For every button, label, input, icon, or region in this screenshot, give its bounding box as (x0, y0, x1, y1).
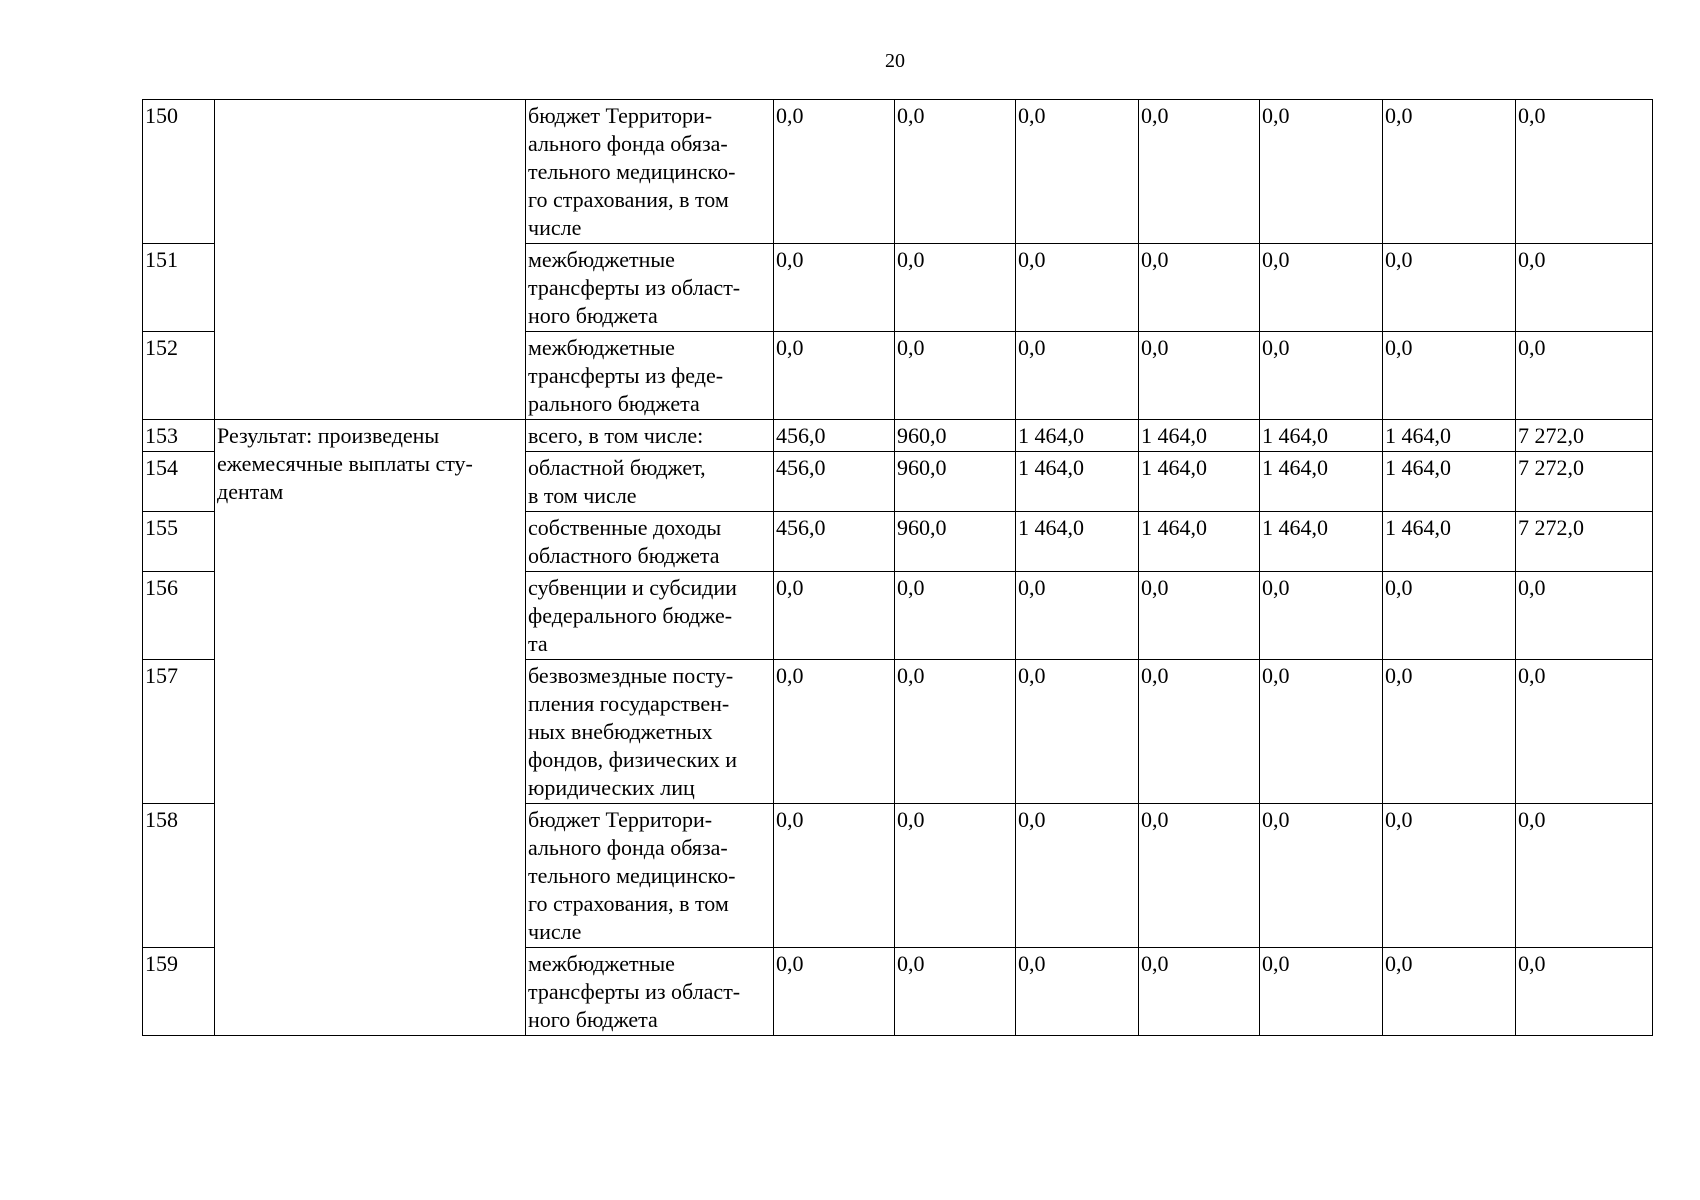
year-value: 0,0 (1139, 572, 1260, 660)
table-row (143, 420, 1653, 452)
year-value: 0,0 (1383, 804, 1516, 948)
year-value: 0,0 (1016, 660, 1139, 804)
year-value: 0,0 (1260, 804, 1383, 948)
year-value: 0,0 (1139, 332, 1260, 420)
year-value: 1 464,0 (1383, 452, 1516, 512)
total-value: 0,0 (1516, 572, 1653, 660)
funding-source-label: собственные доходы областного бюджета (528, 515, 722, 568)
funding-source (526, 332, 774, 420)
year-value: 0,0 (1260, 572, 1383, 660)
year-value: 0,0 (1260, 660, 1383, 804)
year-value: 0,0 (1016, 804, 1139, 948)
year-value: 0,0 (1139, 244, 1260, 332)
total-value: 7 272,0 (1516, 512, 1653, 572)
row-number: 157 (143, 660, 215, 804)
year-value: 0,0 (774, 100, 895, 244)
year-value: 0,0 (1016, 332, 1139, 420)
year-value: 1 464,0 (1383, 512, 1516, 572)
year-value: 0,0 (1139, 100, 1260, 244)
funding-source (526, 660, 774, 804)
year-value: 0,0 (895, 332, 1016, 420)
page-number: 20 (885, 50, 905, 72)
year-value: 1 464,0 (1260, 452, 1383, 512)
year-value: 0,0 (1383, 948, 1516, 1036)
funding-source-label: межбюджетные трансферты из област- ного бюджета (528, 951, 741, 1032)
year-value: 456,0 (774, 452, 895, 512)
row-number: 151 (143, 244, 215, 332)
year-value: 1 464,0 (1260, 512, 1383, 572)
table-body (143, 100, 1653, 1036)
year-value: 1 464,0 (1139, 420, 1260, 452)
funding-source (526, 100, 774, 244)
total-value: 0,0 (1516, 332, 1653, 420)
row-number: 159 (143, 948, 215, 1036)
year-value: 1 464,0 (1139, 452, 1260, 512)
funding-source-label: всего, в том числе: (528, 423, 704, 448)
year-value: 0,0 (1016, 572, 1139, 660)
year-value: 0,0 (774, 948, 895, 1036)
year-value: 0,0 (774, 572, 895, 660)
funding-source-label: межбюджетные трансферты из област- ного бюджета (528, 247, 741, 328)
funding-source-label: бюджет Территори- ального фонда обяза- тельного медицинско- го страхования, в том числе (528, 103, 736, 240)
year-value: 0,0 (1383, 572, 1516, 660)
year-value: 1 464,0 (1016, 512, 1139, 572)
funding-source (526, 948, 774, 1036)
year-value: 0,0 (1139, 948, 1260, 1036)
year-value: 0,0 (895, 804, 1016, 948)
year-value: 960,0 (895, 420, 1016, 452)
year-value: 1 464,0 (1139, 512, 1260, 572)
year-value: 0,0 (774, 244, 895, 332)
year-value: 1 464,0 (1260, 420, 1383, 452)
funding-source (526, 452, 774, 512)
row-number: 156 (143, 572, 215, 660)
row-number: 155 (143, 512, 215, 572)
funding-source (526, 420, 774, 452)
year-value: 0,0 (1383, 244, 1516, 332)
year-value: 0,0 (1139, 804, 1260, 948)
year-value: 456,0 (774, 420, 895, 452)
funding-source (526, 804, 774, 948)
year-value: 1 464,0 (1016, 420, 1139, 452)
year-value: 0,0 (1260, 244, 1383, 332)
year-value: 0,0 (895, 572, 1016, 660)
year-value: 0,0 (1383, 660, 1516, 804)
year-value: 0,0 (774, 660, 895, 804)
funding-source (526, 512, 774, 572)
year-value: 0,0 (1383, 332, 1516, 420)
row-number: 158 (143, 804, 215, 948)
total-value: 0,0 (1516, 948, 1653, 1036)
year-value: 0,0 (1139, 660, 1260, 804)
year-value: 0,0 (1016, 948, 1139, 1036)
year-value: 0,0 (1260, 332, 1383, 420)
year-value: 0,0 (774, 804, 895, 948)
year-value: 0,0 (895, 100, 1016, 244)
table-row (143, 100, 1653, 244)
row-number: 154 (143, 452, 215, 512)
row-number: 153 (143, 420, 215, 452)
funding-source (526, 572, 774, 660)
year-value: 1 464,0 (1383, 420, 1516, 452)
funding-source-label: областной бюджет, в том числе (528, 455, 706, 508)
year-value: 0,0 (1260, 100, 1383, 244)
year-value: 0,0 (1016, 244, 1139, 332)
total-value: 7 272,0 (1516, 420, 1653, 452)
result-description: Результат: произведены ежемесячные выплаты сту-дентам (215, 420, 526, 1036)
total-value: 0,0 (1516, 804, 1653, 948)
row-number: 150 (143, 100, 215, 244)
funding-source-label: межбюджетные трансферты из феде- рального бюджета (528, 335, 724, 416)
funding-source-label: субвенции и субсидии федерального бюдже- та (528, 575, 737, 656)
funding-source-label: бюджет Территори- ального фонда обяза- тельного медицинско- го страхования, в том числе (528, 807, 736, 944)
year-value: 0,0 (895, 660, 1016, 804)
year-value: 1 464,0 (1016, 452, 1139, 512)
year-value: 0,0 (895, 948, 1016, 1036)
year-value: 0,0 (1260, 948, 1383, 1036)
total-value: 7 272,0 (1516, 452, 1653, 512)
funding-source-label: безвозмездные посту- пления государствен- ных внебюджетных фондов, физических и юридических лиц (528, 663, 737, 800)
total-value: 0,0 (1516, 660, 1653, 804)
total-value: 0,0 (1516, 100, 1653, 244)
total-value: 0,0 (1516, 244, 1653, 332)
result-cell-empty (215, 100, 526, 420)
year-value: 456,0 (774, 512, 895, 572)
row-number: 152 (143, 332, 215, 420)
year-value: 0,0 (895, 244, 1016, 332)
funding-source (526, 244, 774, 332)
year-value: 0,0 (774, 332, 895, 420)
year-value: 960,0 (895, 512, 1016, 572)
year-value: 0,0 (1016, 100, 1139, 244)
year-value: 0,0 (1383, 100, 1516, 244)
budget-table (142, 99, 1653, 1036)
year-value: 960,0 (895, 452, 1016, 512)
